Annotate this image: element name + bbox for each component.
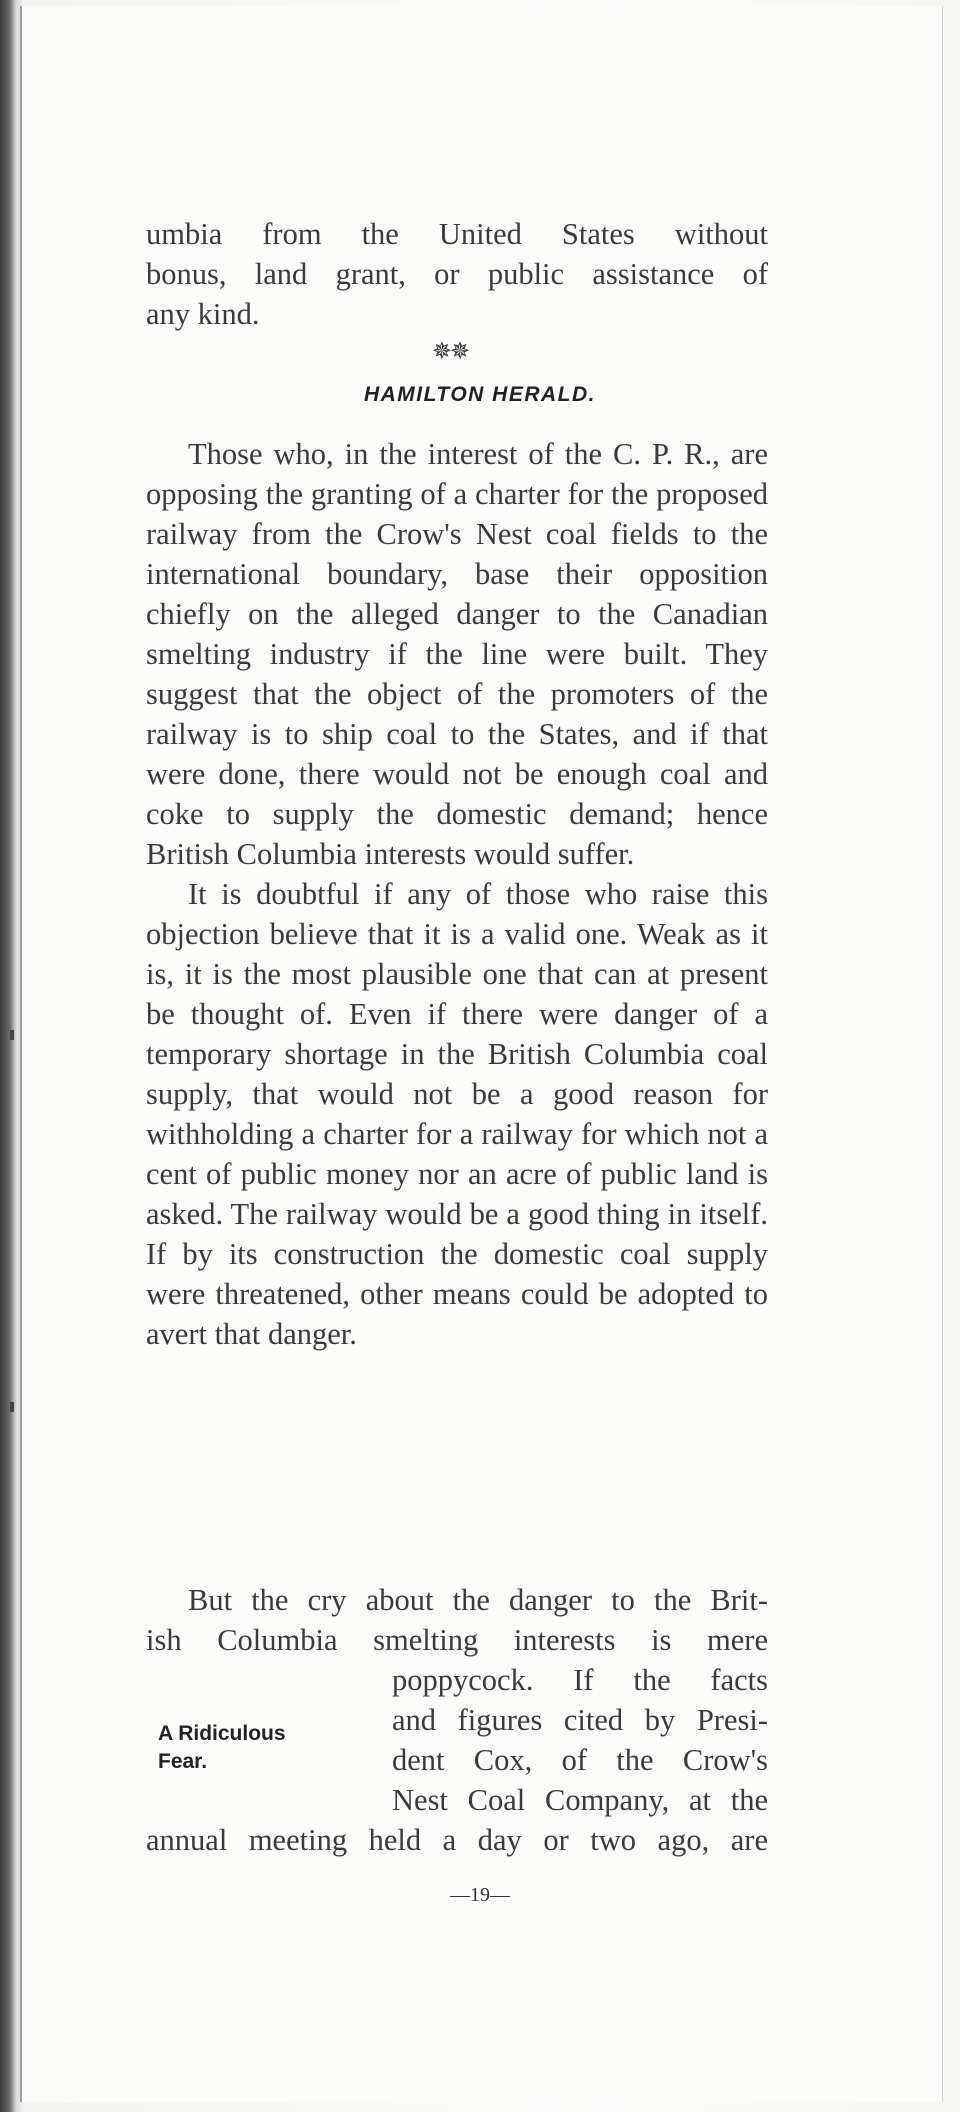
text-line: any kind.: [146, 297, 260, 331]
sidenote-line: Fear.: [158, 1750, 208, 1773]
paragraph-2: It is doubtful if any of those who raise this objection believe that it is a valid one. Weak as it is, it is the most plausible one that can at present be thought of. Even if there were danger of a temporary shortage in the British Columbia coal supply, that would not be a good reason for withholding a charter for a railway for which not a cent of public money nor an acre of public land is asked. The railway would be a good thing in itself. If by its construction the domestic coal supply were threatened, other means could be adopted to avert that danger.: [146, 877, 768, 1351]
article-body: [146, 434, 768, 1354]
sidenote-line: A Ridiculous: [158, 1722, 286, 1745]
paragraph-1: Those who, in the interest of the C. P. R., are opposing the granting of a charter for the proposed railway from the Crow's Nest coal fields to the international boundary, base their opposition chiefly on the alleged danger to the Canadian smelting industry if the line were built. They suggest that the object of the promoters of the railway is to ship coal to the States, and if that were done, there would not be enough coal and coke to supply the domestic demand; hence British Columbia interests would suffer.: [146, 437, 768, 871]
page-number: —19—: [450, 1884, 510, 1906]
text-line: Nest Coal Company, at the: [392, 1783, 768, 1817]
text-line: dent Cox, of the Crow's: [392, 1743, 768, 1777]
text-line: ish Columbia smelting interests is mere: [146, 1623, 768, 1657]
ornament-divider: ✵✵: [431, 339, 469, 365]
section-heading: HAMILTON HERALD.: [363, 383, 597, 406]
text-line: umbia from the United States without: [146, 217, 768, 251]
opening-paragraph: [146, 214, 768, 334]
margin-mark: [10, 1030, 14, 1040]
text-line: bonus, land grant, or public assistance of: [146, 257, 768, 291]
text-line: poppycock. If the facts: [392, 1663, 768, 1697]
marginal-sidenote: [158, 1720, 358, 1776]
margin-mark: [10, 1402, 14, 1412]
text-line: But the cry about the danger to the Brit-: [188, 1583, 768, 1617]
text-line: and figures cited by Presi-: [392, 1703, 768, 1737]
text-line: annual meeting held a day or two ago, are: [146, 1823, 768, 1857]
